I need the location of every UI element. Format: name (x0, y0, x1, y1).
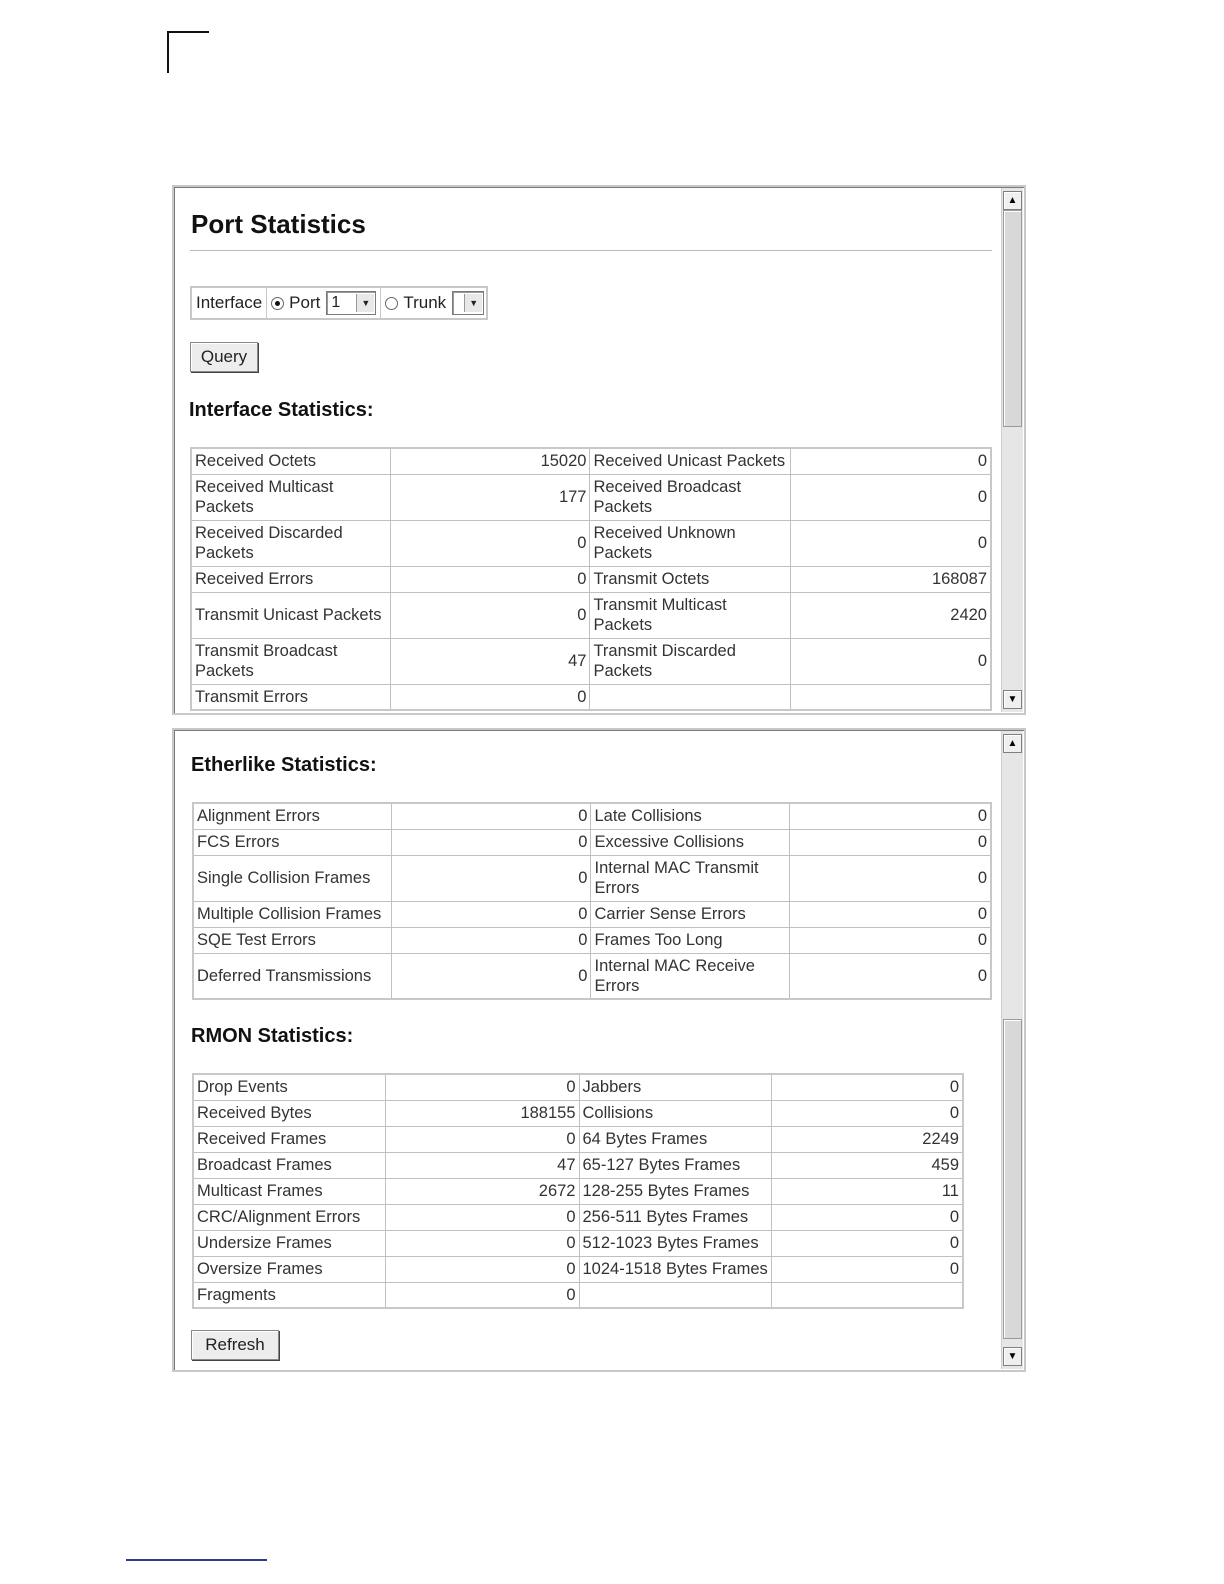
table-row (193, 927, 991, 953)
stat-value: 11 (772, 1178, 964, 1204)
statistics-panel-continued (172, 728, 1026, 1372)
table-row (191, 474, 991, 520)
stat-label: Jabbers (579, 1074, 772, 1100)
stat-value: 0 (772, 1204, 964, 1230)
stat-value: 0 (386, 1230, 580, 1256)
crop-mark-horizontal (167, 31, 209, 33)
stat-label (590, 684, 791, 710)
rmon-statistics-title: RMON Statistics: (191, 1025, 354, 1047)
stat-label: Received Unknown Packets (590, 520, 791, 566)
stat-value: 0 (391, 803, 591, 829)
stat-label: Fragments (193, 1282, 386, 1308)
table-row (193, 855, 991, 901)
table-row (193, 901, 991, 927)
chevron-down-icon: ▼ (464, 294, 482, 312)
table-row (193, 1204, 963, 1230)
stat-label: Received Broadcast Packets (590, 474, 791, 520)
stat-label: Transmit Discarded Packets (590, 638, 791, 684)
table-row (193, 1152, 963, 1178)
stat-label: 64 Bytes Frames (579, 1126, 772, 1152)
table-row (193, 953, 991, 999)
trunk-select[interactable] (452, 291, 484, 315)
table-row (191, 638, 991, 684)
stat-label: Received Frames (193, 1126, 386, 1152)
table-row (193, 803, 991, 829)
stat-value: 0 (391, 901, 591, 927)
title-divider (190, 250, 992, 251)
stat-label: Received Octets (191, 448, 390, 474)
port-option (267, 288, 381, 318)
table-row (193, 1178, 963, 1204)
stat-label: 256-511 Bytes Frames (579, 1204, 772, 1230)
stat-value: 0 (789, 901, 991, 927)
stat-value: 0 (391, 855, 591, 901)
table-row (191, 684, 991, 710)
stat-value: 177 (390, 474, 589, 520)
stat-label: Broadcast Frames (193, 1152, 386, 1178)
trunk-option (381, 288, 488, 318)
etherlike-statistics-title: Etherlike Statistics: (191, 754, 377, 776)
stat-value: 0 (390, 592, 589, 638)
stat-value: 0 (789, 855, 991, 901)
port-radio-label: Port (289, 293, 321, 312)
stat-value: 0 (772, 1074, 964, 1100)
stat-label: Internal MAC Receive Errors (591, 953, 789, 999)
stat-label: Transmit Errors (191, 684, 390, 710)
port-select[interactable] (326, 291, 376, 315)
stat-value: 0 (772, 1100, 964, 1126)
table-row (193, 829, 991, 855)
stat-label: Transmit Octets (590, 566, 791, 592)
refresh-button[interactable]: Refresh (191, 1330, 279, 1360)
stat-value: 0 (386, 1256, 580, 1282)
table-row (193, 1126, 963, 1152)
table-row (193, 1100, 963, 1126)
scrollbar-thumb[interactable] (1003, 210, 1022, 427)
stat-label: FCS Errors (193, 829, 391, 855)
stat-label: Transmit Broadcast Packets (191, 638, 390, 684)
scroll-up-icon[interactable]: ▲ (1003, 734, 1022, 753)
stat-label: 512-1023 Bytes Frames (579, 1230, 772, 1256)
stat-label: SQE Test Errors (193, 927, 391, 953)
interface-selector (190, 286, 488, 320)
stat-value: 0 (789, 829, 991, 855)
scroll-down-icon[interactable]: ▼ (1003, 690, 1022, 709)
stat-value: 2672 (386, 1178, 580, 1204)
stat-value: 47 (386, 1152, 580, 1178)
stat-label: Undersize Frames (193, 1230, 386, 1256)
table-row (193, 1256, 963, 1282)
stat-label: Received Unicast Packets (590, 448, 791, 474)
stat-label: Transmit Unicast Packets (191, 592, 390, 638)
table-row (193, 1282, 963, 1308)
stat-value: 0 (390, 684, 589, 710)
interface-statistics-title: Interface Statistics: (189, 399, 374, 421)
page-title: Port Statistics (191, 209, 366, 239)
footer-rule (126, 1559, 267, 1561)
stat-value: 2420 (790, 592, 991, 638)
stat-value: 15020 (390, 448, 589, 474)
stat-value: 0 (790, 474, 991, 520)
stat-value: 2249 (772, 1126, 964, 1152)
stat-label: Received Errors (191, 566, 390, 592)
stat-label: Late Collisions (591, 803, 789, 829)
query-button[interactable]: Query (190, 342, 258, 372)
etherlike-statistics-table (192, 802, 992, 1000)
stat-value: 0 (790, 638, 991, 684)
stat-value: 47 (390, 638, 589, 684)
stat-value: 0 (789, 803, 991, 829)
stat-label: Frames Too Long (591, 927, 789, 953)
table-row (191, 566, 991, 592)
stat-value: 0 (789, 927, 991, 953)
stat-label: Oversize Frames (193, 1256, 386, 1282)
stat-value: 0 (772, 1256, 964, 1282)
stat-label: Multicast Frames (193, 1178, 386, 1204)
stat-value: 0 (790, 448, 991, 474)
stat-value (790, 684, 991, 710)
stat-value: 0 (391, 829, 591, 855)
stat-value: 0 (390, 520, 589, 566)
stat-label: CRC/Alignment Errors (193, 1204, 386, 1230)
stat-value: 0 (386, 1126, 580, 1152)
stat-label: Transmit Multicast Packets (590, 592, 791, 638)
stat-value: 0 (386, 1282, 580, 1308)
table-row (191, 448, 991, 474)
rmon-statistics-table (192, 1073, 964, 1309)
stat-label: Internal MAC Transmit Errors (591, 855, 789, 901)
stat-value: 188155 (386, 1100, 580, 1126)
stat-label (579, 1282, 772, 1308)
stat-label: Multiple Collision Frames (193, 901, 391, 927)
stat-value: 459 (772, 1152, 964, 1178)
stat-value: 0 (391, 953, 591, 999)
table-row (191, 592, 991, 638)
stat-label: Carrier Sense Errors (591, 901, 789, 927)
stat-label: Received Bytes (193, 1100, 386, 1126)
port-statistics-panel (172, 185, 1026, 715)
stat-label: Alignment Errors (193, 803, 391, 829)
stat-label: Collisions (579, 1100, 772, 1126)
port-select-value: 1 (331, 294, 341, 311)
port-radio[interactable] (271, 297, 284, 310)
stat-label: 65-127 Bytes Frames (579, 1152, 772, 1178)
stat-value: 0 (772, 1230, 964, 1256)
interface-label: Interface (192, 288, 267, 318)
stat-value: 0 (789, 953, 991, 999)
stat-label: Deferred Transmissions (193, 953, 391, 999)
stat-value: 0 (390, 566, 589, 592)
scroll-up-icon[interactable]: ▲ (1003, 191, 1022, 210)
scroll-down-icon[interactable]: ▼ (1003, 1347, 1022, 1366)
stat-label: 1024-1518 Bytes Frames (579, 1256, 772, 1282)
chevron-down-icon: ▼ (356, 294, 374, 312)
crop-mark (167, 31, 169, 73)
vertical-scrollbar[interactable] (1001, 188, 1023, 712)
table-row (191, 520, 991, 566)
stat-value: 0 (386, 1074, 580, 1100)
stat-value: 0 (790, 520, 991, 566)
stat-value: 168087 (790, 566, 991, 592)
interface-statistics-table (190, 447, 992, 711)
stat-label: 128-255 Bytes Frames (579, 1178, 772, 1204)
stat-label: Received Multicast Packets (191, 474, 390, 520)
table-row (193, 1074, 963, 1100)
stat-value: 0 (391, 927, 591, 953)
stat-value: 0 (386, 1204, 580, 1230)
stat-label: Drop Events (193, 1074, 386, 1100)
stat-value (772, 1282, 964, 1308)
scrollbar-thumb[interactable] (1003, 1019, 1022, 1339)
table-row (193, 1230, 963, 1256)
stat-label: Single Collision Frames (193, 855, 391, 901)
vertical-scrollbar[interactable] (1001, 731, 1023, 1369)
trunk-radio-label: Trunk (403, 293, 447, 312)
trunk-radio[interactable] (385, 297, 398, 310)
stat-label: Excessive Collisions (591, 829, 789, 855)
stat-label: Received Discarded Packets (191, 520, 390, 566)
